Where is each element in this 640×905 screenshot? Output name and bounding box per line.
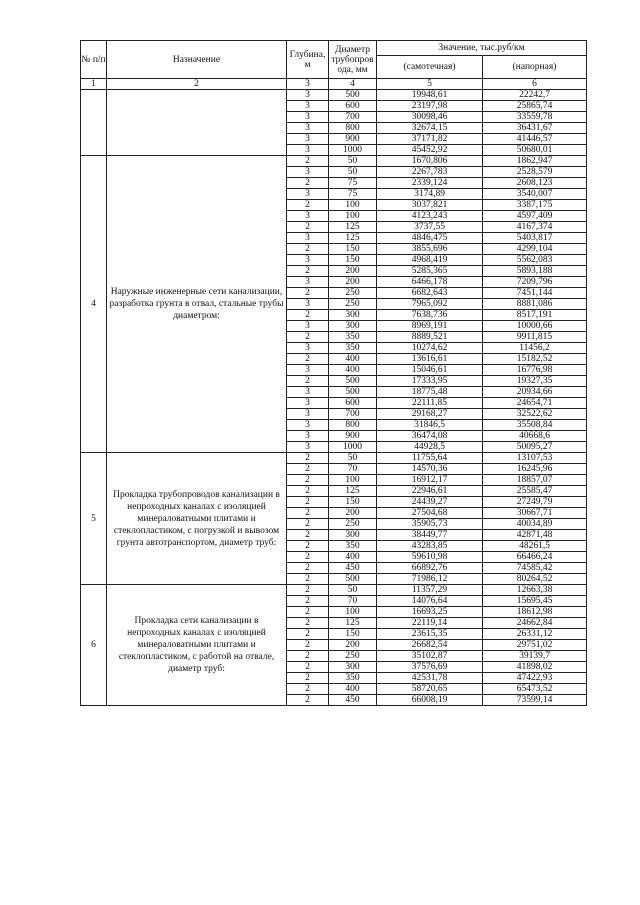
pressure-value-cell: 41446,57 [483,134,587,145]
gravity-value-cell: 4846,475 [377,233,483,244]
depth-cell: 2 [287,200,329,211]
gravity-value-cell: 23615,35 [377,629,483,640]
pressure-value-cell: 3540,007 [483,189,587,200]
depth-cell: 2 [287,585,329,596]
depth-cell: 3 [287,101,329,112]
gravity-value-cell: 35905,73 [377,519,483,530]
diameter-cell: 300 [329,530,377,541]
depth-cell: 2 [287,662,329,673]
depth-cell: 2 [287,288,329,299]
depth-cell: 3 [287,387,329,398]
diameter-cell: 300 [329,662,377,673]
gravity-value-cell: 7965,092 [377,299,483,310]
diameter-cell: 500 [329,376,377,387]
pressure-value-cell: 41898,02 [483,662,587,673]
gravity-value-cell: 16912,17 [377,475,483,486]
gravity-value-cell: 45452,92 [377,145,483,156]
pressure-value-cell: 18857,07 [483,475,587,486]
item-description: Наружные инженерные сети канализации, разработка грунта в отвал, стальные трубы диаметром: [107,156,287,453]
diameter-cell: 200 [329,508,377,519]
gravity-value-cell: 11357,29 [377,585,483,596]
table-row [81,585,587,596]
diameter-cell: 200 [329,640,377,651]
item-number: 4 [81,156,107,453]
gravity-value-cell: 37576,69 [377,662,483,673]
diameter-cell: 75 [329,189,377,200]
diameter-cell: 350 [329,343,377,354]
depth-cell: 2 [287,453,329,464]
gravity-value-cell: 24439,27 [377,497,483,508]
depth-cell: 2 [287,563,329,574]
depth-cell: 3 [287,398,329,409]
table-row [81,90,587,101]
depth-cell: 3 [287,134,329,145]
pressure-value-cell: 9911,815 [483,332,587,343]
pressure-value-cell: 25585,47 [483,486,587,497]
gravity-value-cell: 17333,95 [377,376,483,387]
depth-cell: 3 [287,365,329,376]
pressure-value-cell: 8881,086 [483,299,587,310]
gravity-value-cell: 23197,98 [377,101,483,112]
depth-cell: 2 [287,629,329,640]
pressure-value-cell: 5562,083 [483,255,587,266]
pressure-value-cell: 3387,175 [483,200,587,211]
pressure-value-cell: 74585,42 [483,563,587,574]
diameter-cell: 125 [329,222,377,233]
item-number [81,90,107,156]
pressure-value-cell: 24654,71 [483,398,587,409]
pressure-value-cell: 7451,144 [483,288,587,299]
gravity-value-cell: 7638,736 [377,310,483,321]
pressure-value-cell: 66466,24 [483,552,587,563]
diameter-cell: 50 [329,167,377,178]
item-description [107,90,287,156]
gravity-value-cell: 66008,19 [377,695,483,706]
gravity-value-cell: 22111,85 [377,398,483,409]
header-diameter: Диаметр трубопров ода, мм [329,41,377,79]
pressure-value-cell: 47422,93 [483,673,587,684]
depth-cell: 2 [287,486,329,497]
depth-cell: 3 [287,167,329,178]
pressure-value-cell: 42871,48 [483,530,587,541]
pressure-value-cell: 8517,191 [483,310,587,321]
column-number: 5 [377,79,483,90]
diameter-cell: 250 [329,651,377,662]
diameter-cell: 100 [329,200,377,211]
diameter-cell: 250 [329,299,377,310]
gravity-value-cell: 4123,243 [377,211,483,222]
diameter-cell: 800 [329,123,377,134]
pressure-value-cell: 32522,62 [483,409,587,420]
diameter-cell: 500 [329,574,377,585]
depth-cell: 2 [287,519,329,530]
depth-cell: 2 [287,178,329,189]
gravity-value-cell: 8889,521 [377,332,483,343]
depth-cell: 3 [287,211,329,222]
depth-cell: 3 [287,343,329,354]
pressure-value-cell: 16245,96 [483,464,587,475]
diameter-cell: 500 [329,90,377,101]
diameter-cell: 700 [329,409,377,420]
gravity-value-cell: 1670,806 [377,156,483,167]
header-pressure: (напорная) [483,56,587,79]
pressure-value-cell: 25865,74 [483,101,587,112]
depth-cell: 2 [287,574,329,585]
depth-cell: 3 [287,299,329,310]
depth-cell: 3 [287,409,329,420]
pressure-value-cell: 5893,188 [483,266,587,277]
table-row [81,156,587,167]
item-number: 6 [81,585,107,706]
pressure-value-cell: 4597,409 [483,211,587,222]
diameter-cell: 200 [329,266,377,277]
gravity-value-cell: 11755,64 [377,453,483,464]
pressure-value-cell: 22242,7 [483,90,587,101]
item-number: 5 [81,453,107,585]
gravity-value-cell: 43283,85 [377,541,483,552]
diameter-cell: 70 [329,596,377,607]
depth-cell: 2 [287,222,329,233]
gravity-value-cell: 3855,696 [377,244,483,255]
gravity-value-cell: 18775,48 [377,387,483,398]
pressure-value-cell: 33559,78 [483,112,587,123]
pressure-value-cell: 11456,2 [483,343,587,354]
column-number: 1 [81,79,107,90]
gravity-value-cell: 8969,191 [377,321,483,332]
document-page [80,40,586,706]
gravity-value-cell: 37171,82 [377,134,483,145]
gravity-value-cell: 44928,5 [377,442,483,453]
diameter-cell: 350 [329,332,377,343]
gravity-value-cell: 19948,61 [377,90,483,101]
pressure-value-cell: 36431,67 [483,123,587,134]
diameter-cell: 1000 [329,442,377,453]
pressure-value-cell: 80264,52 [483,574,587,585]
diameter-cell: 350 [329,541,377,552]
diameter-cell: 900 [329,134,377,145]
depth-cell: 2 [287,651,329,662]
diameter-cell: 400 [329,684,377,695]
pressure-value-cell: 12663,38 [483,585,587,596]
depth-cell: 2 [287,464,329,475]
pressure-value-cell: 73599,14 [483,695,587,706]
gravity-value-cell: 27504,68 [377,508,483,519]
item-description: Прокладка трубопроводов канализации в непроходных каналах с изоляцией минераловатными плитами и стеклопластиком, с погрузкой и вывозом грунта автотранспортом, диаметр труб: [107,453,287,585]
depth-cell: 2 [287,695,329,706]
pressure-value-cell: 2528,579 [483,167,587,178]
depth-cell: 2 [287,475,329,486]
gravity-value-cell: 26682,54 [377,640,483,651]
gravity-value-cell: 42531,78 [377,673,483,684]
gravity-value-cell: 31846,5 [377,420,483,431]
depth-cell: 3 [287,431,329,442]
pressure-value-cell: 40034,89 [483,519,587,530]
gravity-value-cell: 3037,821 [377,200,483,211]
gravity-value-cell: 14570,36 [377,464,483,475]
gravity-value-cell: 58720,65 [377,684,483,695]
column-number: 6 [483,79,587,90]
column-number: 4 [329,79,377,90]
pressure-value-cell: 50095,27 [483,442,587,453]
diameter-cell: 400 [329,552,377,563]
depth-cell: 2 [287,332,329,343]
diameter-cell: 450 [329,563,377,574]
depth-cell: 3 [287,145,329,156]
pressure-value-cell: 15182,52 [483,354,587,365]
depth-cell: 2 [287,607,329,618]
diameter-cell: 50 [329,453,377,464]
gravity-value-cell: 59610,98 [377,552,483,563]
depth-cell: 2 [287,266,329,277]
pressure-value-cell: 40668,6 [483,431,587,442]
diameter-cell: 150 [329,244,377,255]
diameter-cell: 150 [329,255,377,266]
gravity-value-cell: 15046,61 [377,365,483,376]
gravity-value-cell: 6682,643 [377,288,483,299]
item-description: Прокладка сети канализации в непроходных каналах с изоляцией минераловатными плитами и стеклопластиком, с работой на отвале, диаметр труб: [107,585,287,706]
header-num: № п/п [81,41,107,79]
depth-cell: 2 [287,244,329,255]
pressure-value-cell: 26331,12 [483,629,587,640]
gravity-value-cell: 16693,25 [377,607,483,618]
diameter-cell: 450 [329,695,377,706]
gravity-value-cell: 30098,46 [377,112,483,123]
diameter-cell: 600 [329,101,377,112]
gravity-value-cell: 2339,124 [377,178,483,189]
diameter-cell: 125 [329,233,377,244]
diameter-cell: 125 [329,618,377,629]
pressure-value-cell: 30667,71 [483,508,587,519]
pressure-value-cell: 16776,98 [483,365,587,376]
pressure-value-cell: 4299,104 [483,244,587,255]
depth-cell: 3 [287,123,329,134]
gravity-value-cell: 10274,62 [377,343,483,354]
diameter-cell: 200 [329,277,377,288]
gravity-value-cell: 29168,27 [377,409,483,420]
pressure-value-cell: 27249,79 [483,497,587,508]
diameter-cell: 500 [329,387,377,398]
gravity-value-cell: 4968,419 [377,255,483,266]
gravity-value-cell: 3737,55 [377,222,483,233]
diameter-cell: 400 [329,365,377,376]
pressure-value-cell: 50680,01 [483,145,587,156]
pressure-value-cell: 65473,52 [483,684,587,695]
depth-cell: 2 [287,596,329,607]
diameter-cell: 900 [329,431,377,442]
diameter-cell: 300 [329,321,377,332]
pressure-value-cell: 10000,66 [483,321,587,332]
pressure-value-cell: 7209,796 [483,277,587,288]
depth-cell: 2 [287,354,329,365]
depth-cell: 2 [287,541,329,552]
depth-cell: 3 [287,420,329,431]
table-row [81,453,587,464]
gravity-value-cell: 38449,77 [377,530,483,541]
depth-cell: 2 [287,618,329,629]
diameter-cell: 700 [329,112,377,123]
pressure-value-cell: 4167,374 [483,222,587,233]
gravity-value-cell: 14076,64 [377,596,483,607]
depth-cell: 2 [287,310,329,321]
gravity-value-cell: 36474,08 [377,431,483,442]
pressure-value-cell: 48261,5 [483,541,587,552]
table-body [81,90,587,706]
depth-cell: 3 [287,233,329,244]
depth-cell: 2 [287,684,329,695]
diameter-cell: 1000 [329,145,377,156]
diameter-cell: 100 [329,211,377,222]
diameter-cell: 50 [329,156,377,167]
depth-cell: 2 [287,497,329,508]
diameter-cell: 70 [329,464,377,475]
price-table [80,40,587,706]
pressure-value-cell: 5403,817 [483,233,587,244]
gravity-value-cell: 32674,15 [377,123,483,134]
header-purpose: Назначение [107,41,287,79]
gravity-value-cell: 6466,178 [377,277,483,288]
pressure-value-cell: 35508,84 [483,420,587,431]
depth-cell: 2 [287,376,329,387]
diameter-cell: 150 [329,497,377,508]
header-value: Значение, тыс.руб/км [377,41,587,56]
pressure-value-cell: 15695,45 [483,596,587,607]
gravity-value-cell: 71986,12 [377,574,483,585]
gravity-value-cell: 22119,14 [377,618,483,629]
gravity-value-cell: 22946,61 [377,486,483,497]
gravity-value-cell: 66892,76 [377,563,483,574]
depth-cell: 3 [287,255,329,266]
pressure-value-cell: 1862,947 [483,156,587,167]
gravity-value-cell: 3174,89 [377,189,483,200]
depth-cell: 2 [287,156,329,167]
depth-cell: 2 [287,673,329,684]
depth-cell: 3 [287,321,329,332]
diameter-cell: 100 [329,607,377,618]
gravity-value-cell: 35102,87 [377,651,483,662]
depth-cell: 3 [287,277,329,288]
diameter-cell: 350 [329,673,377,684]
pressure-value-cell: 19327,35 [483,376,587,387]
diameter-cell: 800 [329,420,377,431]
diameter-cell: 600 [329,398,377,409]
depth-cell: 2 [287,508,329,519]
gravity-value-cell: 13616,61 [377,354,483,365]
depth-cell: 3 [287,189,329,200]
diameter-cell: 50 [329,585,377,596]
diameter-cell: 300 [329,310,377,321]
column-number: 2 [107,79,287,90]
diameter-cell: 75 [329,178,377,189]
diameter-cell: 125 [329,486,377,497]
gravity-value-cell: 2267,783 [377,167,483,178]
header-gravity: (самотечная) [377,56,483,79]
diameter-cell: 100 [329,475,377,486]
depth-cell: 3 [287,112,329,123]
depth-cell: 3 [287,90,329,101]
column-number: 3 [287,79,329,90]
depth-cell: 2 [287,552,329,563]
pressure-value-cell: 13107,53 [483,453,587,464]
pressure-value-cell: 2608,123 [483,178,587,189]
pressure-value-cell: 18612,98 [483,607,587,618]
depth-cell: 3 [287,442,329,453]
pressure-value-cell: 39139,7 [483,651,587,662]
depth-cell: 2 [287,530,329,541]
gravity-value-cell: 5285,365 [377,266,483,277]
pressure-value-cell: 20934,66 [483,387,587,398]
depth-cell: 2 [287,640,329,651]
pressure-value-cell: 29751,02 [483,640,587,651]
diameter-cell: 150 [329,629,377,640]
diameter-cell: 250 [329,519,377,530]
diameter-cell: 400 [329,354,377,365]
header-depth: Глубина, м [287,41,329,79]
diameter-cell: 250 [329,288,377,299]
pressure-value-cell: 24662,84 [483,618,587,629]
